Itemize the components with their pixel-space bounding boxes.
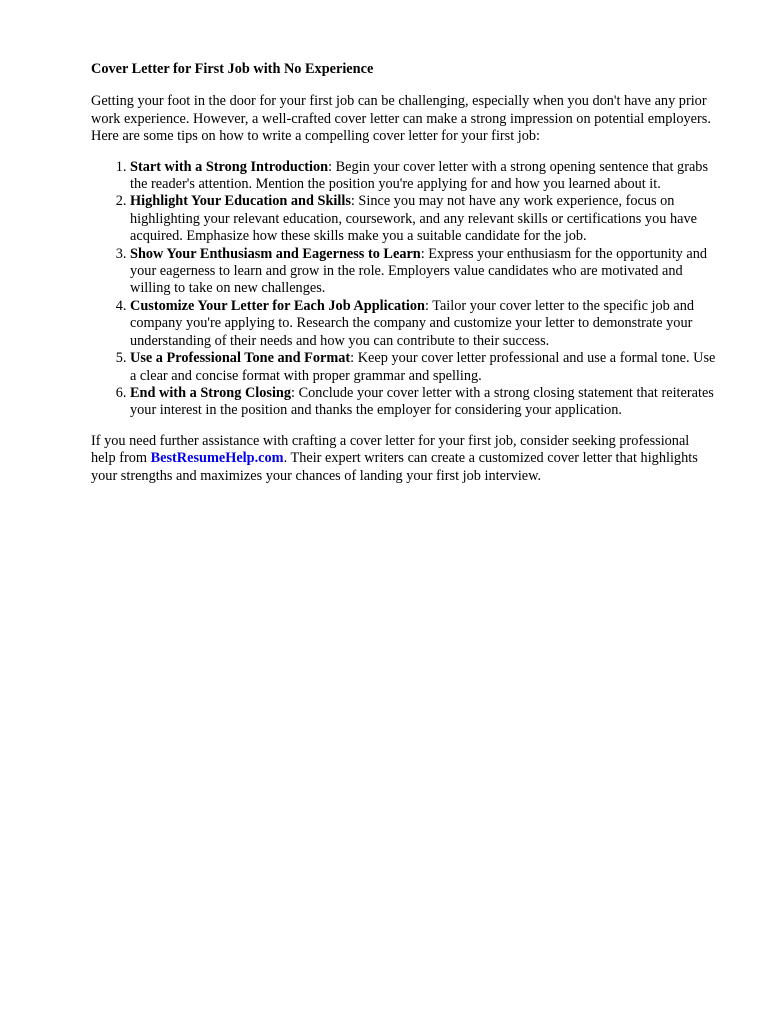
document-page [91,61,716,485]
tip-item [130,159,716,194]
tip-label: End with a Strong Closing [130,384,292,401]
closing-paragraph [91,433,716,485]
tip-item [130,350,716,385]
tip-text: : Tailor your cover letter to the specific job and company you're applying to. Research the company and customize your letter to demonstrate your understanding of their needs and how you can contribute to their success. [130,297,695,349]
tip-item [130,246,716,298]
closing-text-after: . Their expert writers can create a customized cover letter that highlights your strengths and maximizes your chances of landing your first job interview. [91,450,698,484]
closing-text-before: If you need further assistance with crafting a cover letter for your first job, consider seeking professional help from [91,432,690,467]
tip-label: Highlight Your Education and Skills [130,193,351,210]
tip-label: Customize Your Letter for Each Job Application [130,297,425,314]
document-title: Cover Letter for First Job with No Experience [91,61,374,77]
tip-item [130,193,716,245]
tip-text: : Begin your cover letter with a strong opening sentence that grabs the reader's attention. Mention the position you're applying for and how you learned about it. [130,158,709,193]
tip-item [130,298,716,350]
tips-list [91,159,716,420]
tip-item [130,385,716,420]
tip-text: : Express your enthusiasm for the opportunity and your eagerness to learn and grow in the role. Employers value candidates who are motivated and willing to take on new challenges. [130,245,708,297]
tip-label: Show Your Enthusiasm and Eagerness to Learn [130,245,421,262]
tip-text: : Keep your cover letter professional and use a formal tone. Use a clear and concise format with proper grammar and spelling. [130,350,716,384]
tip-text: : Since you may not have any work experience, focus on highlighting your relevant education, coursework, and any relevant skills or certifications you have acquired. Emphasize how these skills make you a suitable candidate for the job. [130,193,697,245]
intro-paragraph: Getting your foot in the door for your first job can be challenging, especially when you don't have any prior work experience. However, a well-crafted cover letter can make a strong impression on potential employers. Here are some tips on how to write a compelling cover letter for your first job: [91,93,711,145]
tip-label: Use a Professional Tone and Format [130,350,351,367]
bestresumehelp-link[interactable]: BestResumeHelp.com [150,450,284,467]
tip-label: Start with a Strong Introduction [130,158,329,175]
tip-text: : Conclude your cover letter with a strong closing statement that reiterates your interest in the position and thanks the employer for considering your application. [130,384,714,419]
